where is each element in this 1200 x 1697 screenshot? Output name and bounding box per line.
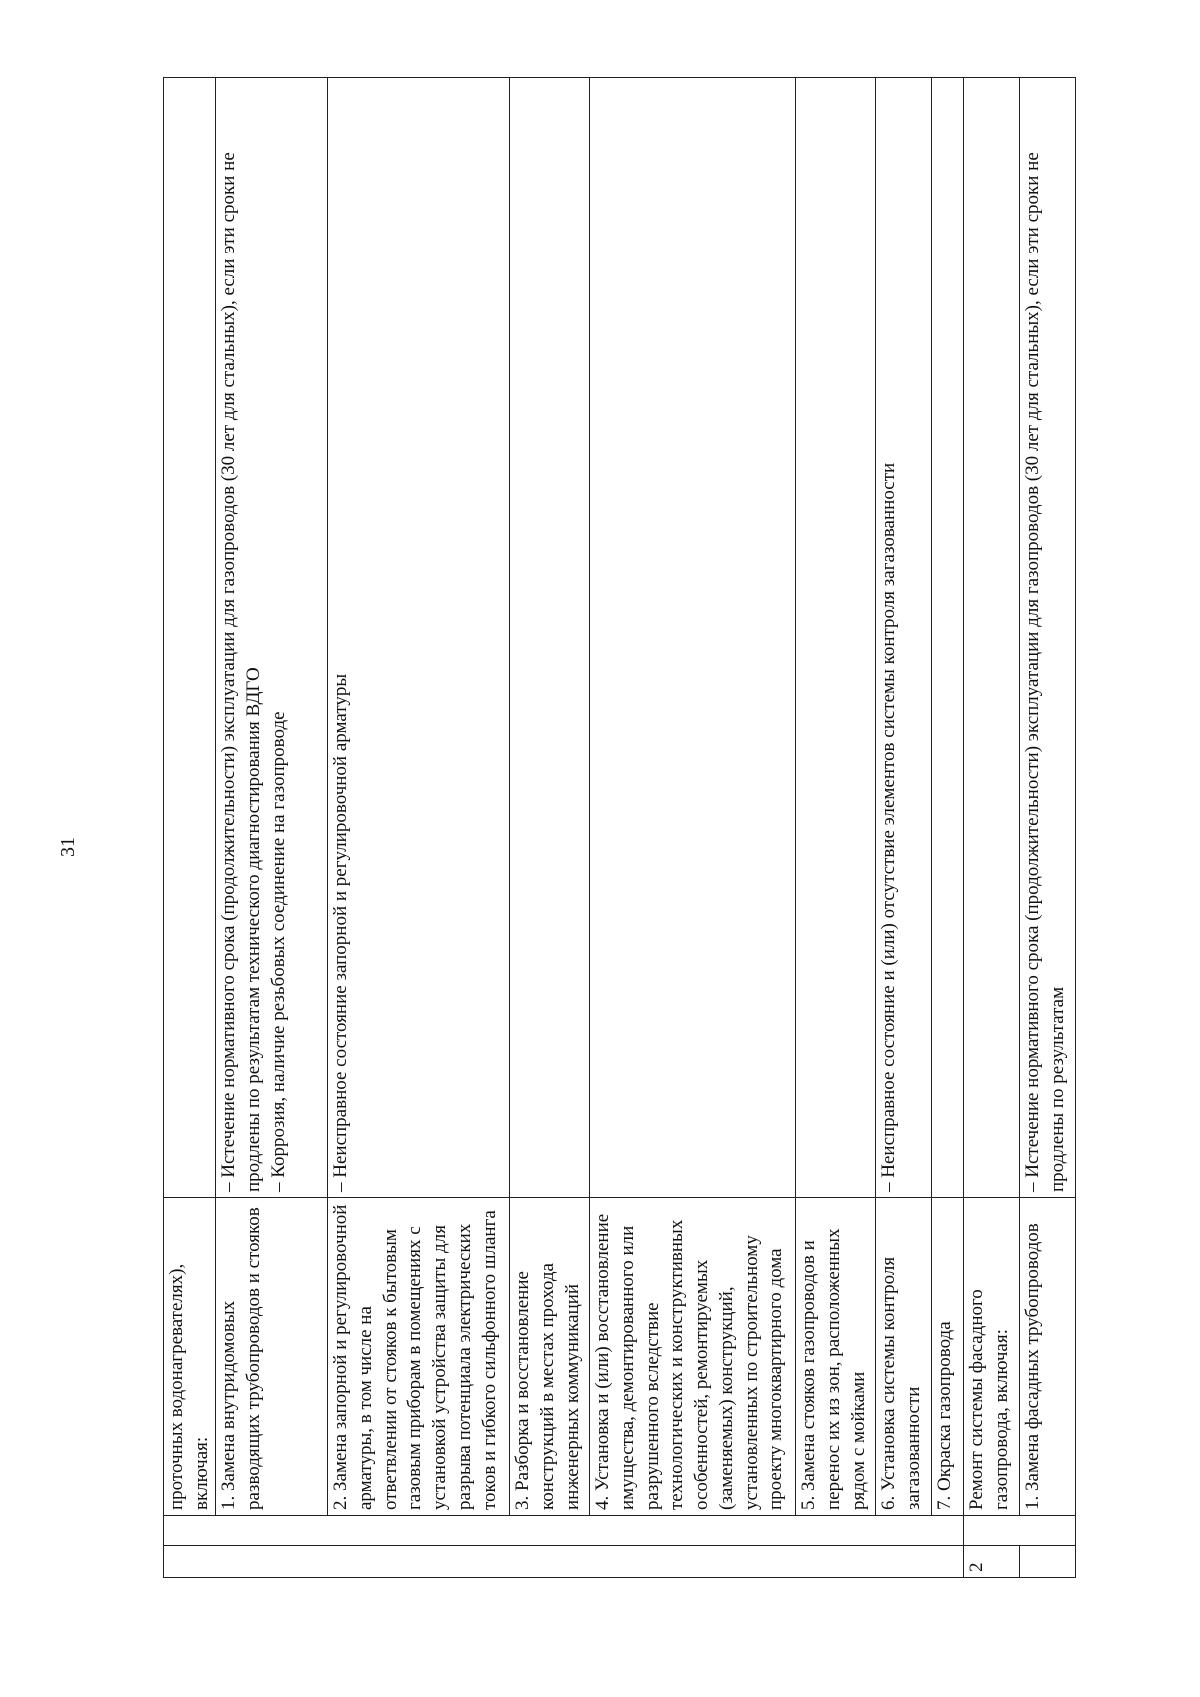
repair-works-table [163,77,1076,1578]
defect-cell [216,78,328,1198]
work-cell: 7. Окраска газопровода [932,1198,964,1516]
outer-number-cell [1020,1546,1076,1578]
defect-line: – Неисправное состояние и (или) отсутствие элементов системы контроля загазованности [878,462,900,1192]
defect-line: – Неисправное состояние запорной и регулировочной арматуры [330,673,352,1192]
table-row [590,78,796,1578]
table-row [164,78,216,1578]
table-row [328,78,510,1578]
defect-cell [510,78,590,1198]
work-cell: 4. Установка и (или) восстановление имущества, демонтированного или разрушенного вследствие технологических и конструктивных особенностей, ремонтируемых (заменяемых) конструкций, установленных по строительному проекту многоквартирного дома [590,1198,796,1516]
defect-line: – Истечение нормативного срока (продолжительности) эксплуатации для газопроводов (30 лет для стальных), если эти сроки не продлены по результатам технического диагностирования ВДГО [218,152,265,1192]
defect-cell [796,78,876,1198]
outer-number-cell [164,1546,964,1578]
work-cell: 1. Замена фасадных трубопроводов [1020,1198,1076,1516]
rotated-table-wrapper [163,78,1083,1578]
section-number-cell: 2 [964,1546,1020,1578]
defect-cell [328,78,510,1198]
defect-cell [876,78,932,1198]
table-row [796,78,876,1578]
work-cell: 3. Разборка и восстановление конструкций в местах прохода инженерных коммуникаций [510,1198,590,1516]
table-row [510,78,590,1578]
work-cell: 1. Замена внутридомовых разводящих трубопроводов и стояков [216,1198,328,1516]
item-number-cell [164,1516,964,1546]
item-number-cell [964,1516,1076,1546]
defect-cell [1020,78,1076,1198]
table-row [932,78,964,1578]
page-number: 31 [57,837,79,857]
defect-line: – Истечение нормативного срока (продолжительности) эксплуатации для газопроводов (30 лет для стальных), если эти сроки не продлены по результатам [1022,152,1069,1192]
table-row [216,78,328,1578]
work-cell: 5. Замена стояков газопроводов и перенос их из зон, расположенных рядом с мойками [796,1198,876,1516]
work-cell: Ремонт системы фасадного газопровода, включая: [964,1198,1020,1516]
defect-line: – Коррозия, наличие резьбовых соединение на газопроводе [267,711,289,1192]
table-row [876,78,932,1578]
work-cell: 6. Установка системы контроля загазованности [876,1198,932,1516]
defect-cell [590,78,796,1198]
work-cell: 2. Замена запорной и регулировочной арматуры, в том числе на ответвлении от стояков к бытовым газовым приборам в помещениях с установкой устройства защиты для разрыва потенциала электрических токов и гибкого сильфонного шланга [328,1198,510,1516]
defect-cell [964,78,1020,1198]
defect-cell [932,78,964,1198]
table-row [1020,78,1076,1578]
defect-cell [164,78,216,1198]
table-row [964,78,1020,1578]
work-cell: проточных водонагревателях), включая: [164,1198,216,1516]
